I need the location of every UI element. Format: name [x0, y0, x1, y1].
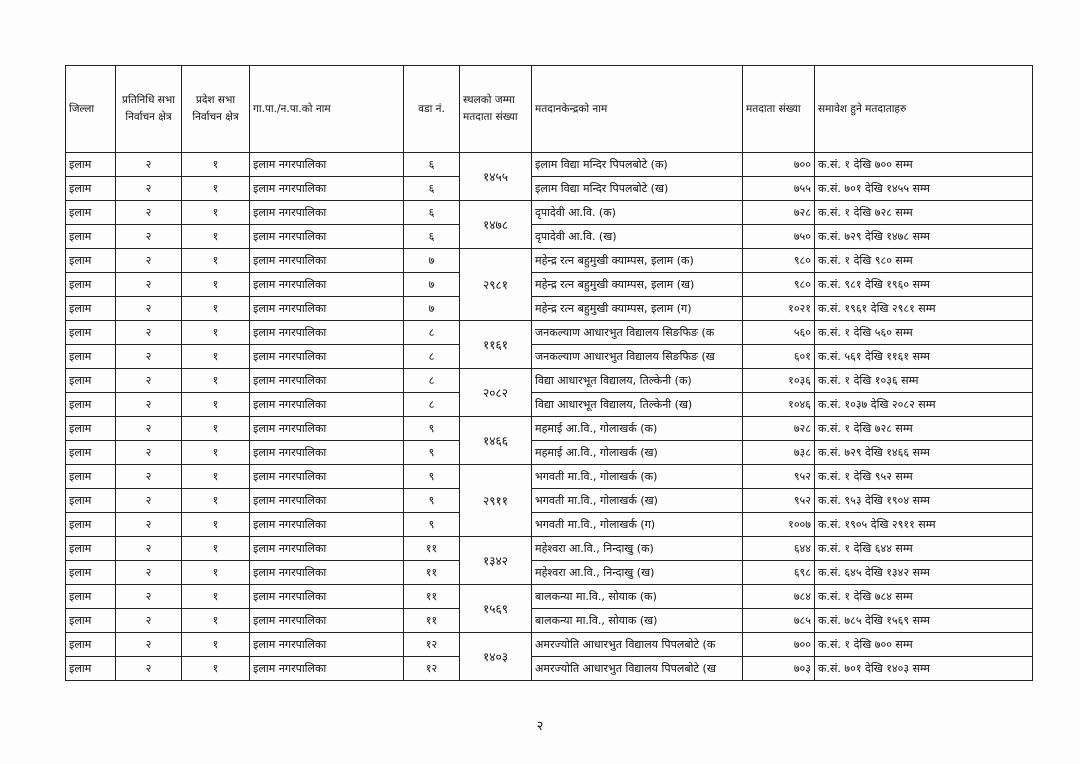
center-name-cell: भगवती मा.वि., गोलाखर्क (ग) [532, 513, 743, 537]
table-row [66, 249, 1033, 273]
table-row [66, 297, 1033, 321]
table-row [66, 321, 1033, 345]
voter-count-cell: ७५० [743, 225, 815, 249]
included-voters-cell: क.सं. १ देखि ९५२ सम्म [815, 465, 1033, 489]
ward-cell: १२ [404, 633, 460, 657]
header-center-name: मतदानकेन्द्रको नाम [532, 66, 743, 153]
voter-count-cell: ५६० [743, 321, 815, 345]
included-voters-cell: क.सं. १०३७ देखि २०८२ सम्म [815, 393, 1033, 417]
included-voters-cell: क.सं. ५६१ देखि ११६१ सम्म [815, 345, 1033, 369]
included-voters-cell: क.सं. १९६१ देखि २९८१ सम्म [815, 297, 1033, 321]
included-voters-cell: क.सं. ७२९ देखि १४६६ सम्म [815, 441, 1033, 465]
ward-cell: ९ [404, 513, 460, 537]
center-name-cell: बालकन्या मा.वि., सोयाक (ख) [532, 609, 743, 633]
header-provincial-constituency: प्रदेश सभा निर्वाचन क्षेत्र [182, 66, 250, 153]
ward-cell: ७ [404, 297, 460, 321]
local-total-cell: १५६९ [460, 585, 532, 633]
local-total-cell: १४६६ [460, 417, 532, 465]
table-row [66, 465, 1033, 489]
table-row [66, 561, 1033, 585]
header-local-total: स्थलको जम्मा मतदाता संख्या [460, 66, 532, 153]
voter-count-cell: ७८५ [743, 609, 815, 633]
municipality-cell: इलाम नगरपालिका [250, 177, 404, 201]
provincial-constituency-cell: १ [182, 609, 250, 633]
included-voters-cell: क.सं. १ देखि १०३६ सम्म [815, 369, 1033, 393]
municipality-cell: इलाम नगरपालिका [250, 513, 404, 537]
included-voters-cell: क.सं. १ देखि ७०० सम्म [815, 153, 1033, 177]
district-cell: इलाम [66, 585, 116, 609]
table-row [66, 633, 1033, 657]
federal-constituency-cell: २ [116, 177, 182, 201]
table-row [66, 393, 1033, 417]
provincial-constituency-cell: १ [182, 153, 250, 177]
district-cell: इलाम [66, 177, 116, 201]
local-total-cell: १४०३ [460, 633, 532, 681]
federal-constituency-cell: २ [116, 225, 182, 249]
district-cell: इलाम [66, 609, 116, 633]
header-federal-constituency: प्रतिनिधि सभा निर्वाचन क्षेत्र [116, 66, 182, 153]
municipality-cell: इलाम नगरपालिका [250, 537, 404, 561]
federal-constituency-cell: २ [116, 369, 182, 393]
provincial-constituency-cell: १ [182, 657, 250, 681]
federal-constituency-cell: २ [116, 321, 182, 345]
center-name-cell: विद्या आधारभूत विद्यालय, तिल्केनी (क) [532, 369, 743, 393]
district-cell: इलाम [66, 201, 116, 225]
ward-cell: ६ [404, 177, 460, 201]
provincial-constituency-cell: १ [182, 489, 250, 513]
municipality-cell: इलाम नगरपालिका [250, 201, 404, 225]
municipality-cell: इलाम नगरपालिका [250, 345, 404, 369]
ward-cell: ७ [404, 249, 460, 273]
municipality-cell: इलाम नगरपालिका [250, 417, 404, 441]
provincial-constituency-cell: १ [182, 201, 250, 225]
table-row [66, 345, 1033, 369]
provincial-constituency-cell: १ [182, 537, 250, 561]
local-total-cell: २९८१ [460, 249, 532, 321]
center-name-cell: जनकल्याण आधारभुत विद्यालय सिङफिङ (क [532, 321, 743, 345]
voter-count-cell: १००७ [743, 513, 815, 537]
polling-center-table [65, 65, 1033, 681]
table-row [66, 369, 1033, 393]
provincial-constituency-cell: १ [182, 585, 250, 609]
voter-count-cell: ७२८ [743, 201, 815, 225]
ward-cell: ९ [404, 465, 460, 489]
federal-constituency-cell: २ [116, 345, 182, 369]
center-name-cell: महेश्वरा आ.वि., निन्दाखु (ख) [532, 561, 743, 585]
provincial-constituency-cell: १ [182, 345, 250, 369]
municipality-cell: इलाम नगरपालिका [250, 585, 404, 609]
table-row [66, 273, 1033, 297]
provincial-constituency-cell: १ [182, 225, 250, 249]
center-name-cell: बालकन्या मा.वि., सोयाक (क) [532, 585, 743, 609]
ward-cell: ९ [404, 441, 460, 465]
ward-cell: ११ [404, 537, 460, 561]
municipality-cell: इलाम नगरपालिका [250, 657, 404, 681]
voter-count-cell: ९५२ [743, 465, 815, 489]
ward-cell: ११ [404, 585, 460, 609]
federal-constituency-cell: २ [116, 393, 182, 417]
included-voters-cell: क.सं. ७०१ देखि १४५५ सम्म [815, 177, 1033, 201]
local-total-cell: २०८२ [460, 369, 532, 417]
municipality-cell: इलाम नगरपालिका [250, 489, 404, 513]
local-total-cell: ११६१ [460, 321, 532, 369]
center-name-cell: विद्या आधारभूत विद्यालय, तिल्केनी (ख) [532, 393, 743, 417]
included-voters-cell: क.सं. १ देखि ७२८ सम्म [815, 417, 1033, 441]
federal-constituency-cell: २ [116, 633, 182, 657]
federal-constituency-cell: २ [116, 537, 182, 561]
center-name-cell: महेन्द्र रत्न बहुमुखी क्याम्पस, इलाम (ख) [532, 273, 743, 297]
table-row [66, 177, 1033, 201]
district-cell: इलाम [66, 153, 116, 177]
included-voters-cell: क.सं. १ देखि ७०० सम्म [815, 633, 1033, 657]
provincial-constituency-cell: १ [182, 177, 250, 201]
ward-cell: ८ [404, 321, 460, 345]
district-cell: इलाम [66, 657, 116, 681]
header-ward: वडा नं. [404, 66, 460, 153]
provincial-constituency-cell: १ [182, 417, 250, 441]
district-cell: इलाम [66, 297, 116, 321]
included-voters-cell: क.सं. ६४५ देखि १३४२ सम्म [815, 561, 1033, 585]
municipality-cell: इलाम नगरपालिका [250, 609, 404, 633]
included-voters-cell: क.सं. ७२९ देखि १४७८ सम्म [815, 225, 1033, 249]
provincial-constituency-cell: १ [182, 249, 250, 273]
ward-cell: ९ [404, 417, 460, 441]
district-cell: इलाम [66, 489, 116, 513]
included-voters-cell: क.सं. १ देखि ७२८ सम्म [815, 201, 1033, 225]
included-voters-cell: क.सं. ७८५ देखि १५६९ सम्म [815, 609, 1033, 633]
district-cell: इलाम [66, 321, 116, 345]
ward-cell: ७ [404, 273, 460, 297]
federal-constituency-cell: २ [116, 249, 182, 273]
voter-count-cell: १०४६ [743, 393, 815, 417]
ward-cell: ६ [404, 201, 460, 225]
table-body [66, 153, 1033, 681]
local-total-cell: १४७८ [460, 201, 532, 249]
municipality-cell: इलाम नगरपालिका [250, 225, 404, 249]
center-name-cell: इलाम विद्या मन्दिर पिपलबोटे (ख) [532, 177, 743, 201]
header-municipality: गा.पा./न.पा.को नाम [250, 66, 404, 153]
provincial-constituency-cell: १ [182, 513, 250, 537]
included-voters-cell: क.सं. १ देखि ९८० सम्म [815, 249, 1033, 273]
federal-constituency-cell: २ [116, 417, 182, 441]
municipality-cell: इलाम नगरपालिका [250, 153, 404, 177]
center-name-cell: दृपादेवी आ.वि. (क) [532, 201, 743, 225]
table-row [66, 585, 1033, 609]
ward-cell: ११ [404, 561, 460, 585]
local-total-cell: २९११ [460, 465, 532, 537]
federal-constituency-cell: २ [116, 657, 182, 681]
federal-constituency-cell: २ [116, 297, 182, 321]
table-row [66, 417, 1033, 441]
district-cell: इलाम [66, 633, 116, 657]
provincial-constituency-cell: १ [182, 561, 250, 585]
header-included-voters: समावेश हुने मतदाताहरु [815, 66, 1033, 153]
district-cell: इलाम [66, 369, 116, 393]
voter-count-cell: ६०१ [743, 345, 815, 369]
table-row [66, 609, 1033, 633]
district-cell: इलाम [66, 393, 116, 417]
table-row [66, 441, 1033, 465]
provincial-constituency-cell: १ [182, 321, 250, 345]
table-row [66, 489, 1033, 513]
center-name-cell: भगवती मा.वि., गोलाखर्क (ख) [532, 489, 743, 513]
district-cell: इलाम [66, 345, 116, 369]
table-row [66, 153, 1033, 177]
local-total-cell: १४५५ [460, 153, 532, 201]
municipality-cell: इलाम नगरपालिका [250, 465, 404, 489]
center-name-cell: महमाई आ.वि., गोलाखर्क (क) [532, 417, 743, 441]
municipality-cell: इलाम नगरपालिका [250, 321, 404, 345]
ward-cell: ८ [404, 345, 460, 369]
included-voters-cell: क.सं. १ देखि ६४४ सम्म [815, 537, 1033, 561]
voter-count-cell: ९५२ [743, 489, 815, 513]
table-row [66, 657, 1033, 681]
district-cell: इलाम [66, 537, 116, 561]
district-cell: इलाम [66, 417, 116, 441]
included-voters-cell: क.सं. ९५३ देखि १९०४ सम्म [815, 489, 1033, 513]
municipality-cell: इलाम नगरपालिका [250, 249, 404, 273]
header-row [66, 66, 1033, 153]
voter-count-cell: ७५५ [743, 177, 815, 201]
federal-constituency-cell: २ [116, 561, 182, 585]
center-name-cell: महेन्द्र रत्न बहुमुखी क्याम्पस, इलाम (ग) [532, 297, 743, 321]
voter-count-cell: १०२१ [743, 297, 815, 321]
included-voters-cell: क.सं. ७०१ देखि १४०३ सम्म [815, 657, 1033, 681]
provincial-constituency-cell: १ [182, 465, 250, 489]
district-cell: इलाम [66, 465, 116, 489]
ward-cell: ९ [404, 489, 460, 513]
federal-constituency-cell: २ [116, 273, 182, 297]
center-name-cell: इलाम विद्या मन्दिर पिपलबोटे (क) [532, 153, 743, 177]
local-total-cell: १३४२ [460, 537, 532, 585]
ward-cell: ८ [404, 369, 460, 393]
center-name-cell: महेन्द्र रत्न बहुमुखी क्याम्पस, इलाम (क) [532, 249, 743, 273]
voter-count-cell: ७३८ [743, 441, 815, 465]
voter-count-cell: ७०० [743, 633, 815, 657]
district-cell: इलाम [66, 513, 116, 537]
federal-constituency-cell: २ [116, 609, 182, 633]
municipality-cell: इलाम नगरपालिका [250, 297, 404, 321]
voter-count-cell: १०३६ [743, 369, 815, 393]
included-voters-cell: क.सं. १९०५ देखि २९११ सम्म [815, 513, 1033, 537]
center-name-cell: दृपादेवी आ.वि. (ख) [532, 225, 743, 249]
ward-cell: ६ [404, 153, 460, 177]
center-name-cell: अमरज्योति आधारभुत विद्यालय पिपलबोटे (ख [532, 657, 743, 681]
header-district: जिल्ला [66, 66, 116, 153]
table-row [66, 201, 1033, 225]
included-voters-cell: क.सं. १ देखि ७८४ सम्म [815, 585, 1033, 609]
voter-count-cell: ९८० [743, 249, 815, 273]
federal-constituency-cell: २ [116, 489, 182, 513]
federal-constituency-cell: २ [116, 513, 182, 537]
table-row [66, 537, 1033, 561]
voter-count-cell: ७८४ [743, 585, 815, 609]
provincial-constituency-cell: १ [182, 369, 250, 393]
district-cell: इलाम [66, 225, 116, 249]
federal-constituency-cell: २ [116, 153, 182, 177]
center-name-cell: महेश्वरा आ.वि., निन्दाखु (क) [532, 537, 743, 561]
federal-constituency-cell: २ [116, 441, 182, 465]
center-name-cell: भगवती मा.वि., गोलाखर्क (क) [532, 465, 743, 489]
ward-cell: ६ [404, 225, 460, 249]
provincial-constituency-cell: १ [182, 273, 250, 297]
municipality-cell: इलाम नगरपालिका [250, 273, 404, 297]
federal-constituency-cell: २ [116, 201, 182, 225]
table-row [66, 225, 1033, 249]
district-cell: इलाम [66, 561, 116, 585]
municipality-cell: इलाम नगरपालिका [250, 393, 404, 417]
table-row [66, 513, 1033, 537]
voter-count-cell: ६४४ [743, 537, 815, 561]
voter-count-cell: ७०३ [743, 657, 815, 681]
center-name-cell: अमरज्योति आधारभुत विद्यालय पिपलबोटे (क [532, 633, 743, 657]
ward-cell: ११ [404, 609, 460, 633]
center-name-cell: महमाई आ.वि., गोलाखर्क (ख) [532, 441, 743, 465]
provincial-constituency-cell: १ [182, 633, 250, 657]
included-voters-cell: क.सं. १ देखि ५६० सम्म [815, 321, 1033, 345]
voter-count-cell: ७२८ [743, 417, 815, 441]
district-cell: इलाम [66, 273, 116, 297]
municipality-cell: इलाम नगरपालिका [250, 633, 404, 657]
voter-count-cell: ६९८ [743, 561, 815, 585]
included-voters-cell: क.सं. ९८१ देखि १९६० सम्म [815, 273, 1033, 297]
ward-cell: १२ [404, 657, 460, 681]
provincial-constituency-cell: १ [182, 393, 250, 417]
center-name-cell: जनकल्याण आधारभुत विद्यालय सिङफिङ (ख [532, 345, 743, 369]
provincial-constituency-cell: १ [182, 297, 250, 321]
municipality-cell: इलाम नगरपालिका [250, 441, 404, 465]
provincial-constituency-cell: १ [182, 441, 250, 465]
voter-count-cell: ९८० [743, 273, 815, 297]
header-voter-count: मतदाता संख्या [743, 66, 815, 153]
municipality-cell: इलाम नगरपालिका [250, 561, 404, 585]
federal-constituency-cell: २ [116, 585, 182, 609]
federal-constituency-cell: २ [116, 465, 182, 489]
voter-count-cell: ७०० [743, 153, 815, 177]
district-cell: इलाम [66, 249, 116, 273]
district-cell: इलाम [66, 441, 116, 465]
page-number: २ [536, 719, 544, 734]
municipality-cell: इलाम नगरपालिका [250, 369, 404, 393]
ward-cell: ८ [404, 393, 460, 417]
